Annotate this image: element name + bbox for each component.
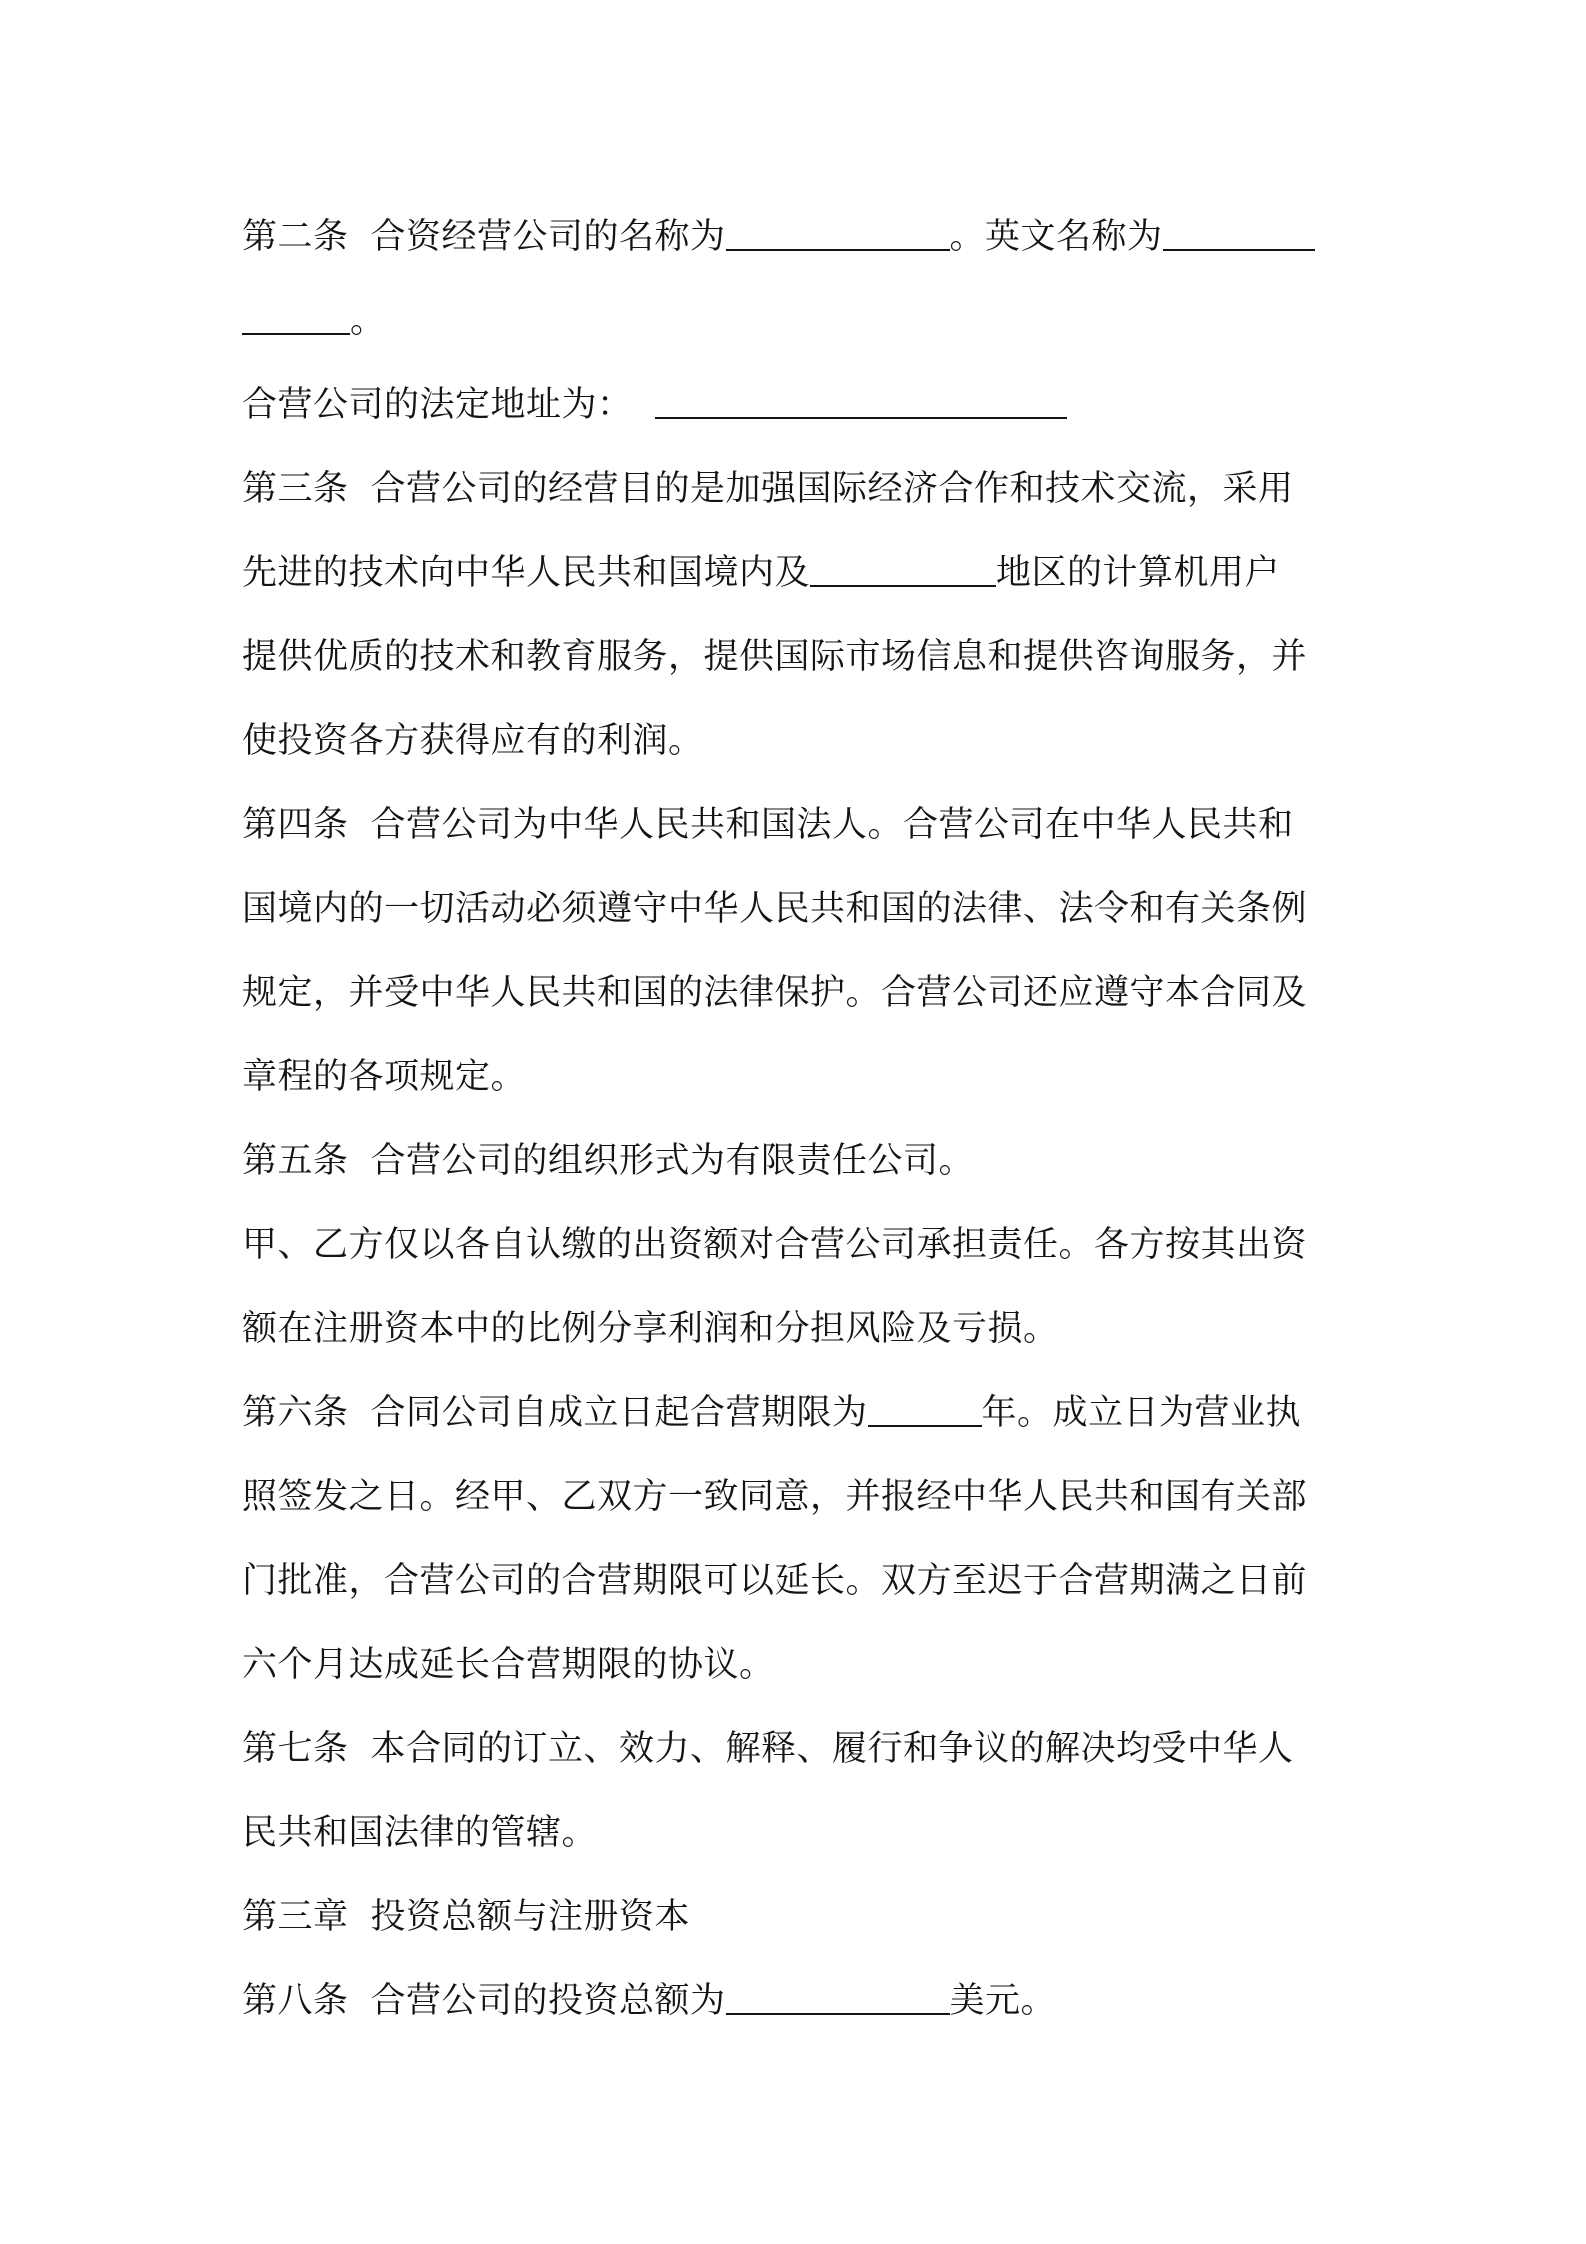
region-blank[interactable] xyxy=(810,541,996,587)
contract-content xyxy=(242,195,1362,2043)
article-6-line-1 xyxy=(242,1371,1362,1455)
article-8-line-1 xyxy=(242,1959,1362,2043)
article-3-text-before-region: 先进的技术向中华人民共和国境内及 xyxy=(242,553,811,593)
article-3-text-after-region: 地区的计算机用户 xyxy=(996,553,1281,593)
liability-line-2 xyxy=(242,1287,1362,1371)
article-7-line-1 xyxy=(242,1707,1362,1791)
article-2-line-2 xyxy=(242,279,1362,363)
article-4-number: 第四条 xyxy=(242,805,349,845)
legal-address-label: 合营公司的法定地址为： xyxy=(242,385,633,425)
article-2-period: 。 xyxy=(350,301,386,341)
article-6-number: 第六条 xyxy=(242,1393,349,1433)
liability-line-1 xyxy=(242,1203,1362,1287)
article-8-number: 第八条 xyxy=(242,1981,349,2021)
article-5-text: 合营公司的组织形式为有限责任公司。 xyxy=(370,1141,975,1181)
article-3-line-4 xyxy=(242,699,1362,783)
article-4-line-2 xyxy=(242,867,1362,951)
article-7-line-2 xyxy=(242,1791,1362,1875)
article-4-continued-text-1: 国境内的一切活动必须遵守中华人民共和国的法律、法令和有关条例 xyxy=(242,889,1308,929)
article-6-continued-text-1: 照签发之日。经甲、乙双方一致同意，并报经中华人民共和国有关部 xyxy=(242,1477,1308,1517)
article-4-line-4 xyxy=(242,1035,1362,1119)
article-2-number: 第二条 xyxy=(242,217,349,257)
chapter-3-title: 投资总额与注册资本 xyxy=(370,1897,691,1937)
article-2-company-name-label: 合资经营公司的名称为 xyxy=(370,217,726,257)
liability-text-2: 额在注册资本中的比例分享利润和分担风险及亏损。 xyxy=(242,1309,1059,1349)
article-8-currency: 美元。 xyxy=(949,1981,1057,2021)
article-6-line-4 xyxy=(242,1623,1362,1707)
article-3-line-1 xyxy=(242,447,1362,531)
total-investment-blank[interactable] xyxy=(726,1969,950,2015)
article-6-line-3 xyxy=(242,1539,1362,1623)
article-3-continued-text: 提供优质的技术和教育服务，提供国际市场信息和提供咨询服务，并 xyxy=(242,637,1308,677)
article-3-text: 合营公司的经营目的是加强国际经济合作和技术交流，采用 xyxy=(370,469,1294,509)
term-years-blank[interactable] xyxy=(868,1381,982,1427)
english-name-blank-continuation[interactable] xyxy=(242,289,350,335)
article-3-ending-text: 使投资各方获得应有的利润。 xyxy=(242,721,704,761)
article-2-line-1 xyxy=(242,195,1362,279)
liability-text-1: 甲、乙方仅以各自认缴的出资额对合营公司承担责任。各方按其出资 xyxy=(242,1225,1308,1265)
article-4-ending-text: 章程的各项规定。 xyxy=(242,1057,527,1097)
article-4-text: 合营公司为中华人民共和国法人。合营公司在中华人民共和 xyxy=(370,805,1294,845)
article-4-continued-text-2: 规定，并受中华人民共和国的法律保护。合营公司还应遵守本合同及 xyxy=(242,973,1308,1013)
company-name-blank[interactable] xyxy=(726,205,950,251)
article-6-text-after-years: 年。成立日为营业执 xyxy=(981,1393,1302,1433)
article-7-ending-text: 民共和国法律的管辖。 xyxy=(242,1813,598,1853)
article-7-number: 第七条 xyxy=(242,1729,349,1769)
legal-address-line xyxy=(242,363,1362,447)
article-6-term-label: 合同公司自成立日起合营期限为 xyxy=(370,1393,868,1433)
article-3-number: 第三条 xyxy=(242,469,349,509)
chapter-3-heading xyxy=(242,1875,1362,1959)
english-name-blank[interactable] xyxy=(1163,205,1315,251)
article-5-number: 第五条 xyxy=(242,1141,349,1181)
article-2-english-name-label: 。英文名称为 xyxy=(949,217,1163,257)
article-6-line-2 xyxy=(242,1455,1362,1539)
legal-address-blank[interactable] xyxy=(655,373,1067,419)
article-4-line-3 xyxy=(242,951,1362,1035)
article-6-continued-text-2: 门批准，合营公司的合营期限可以延长。双方至迟于合营期满之日前 xyxy=(242,1561,1308,1601)
article-6-ending-text: 六个月达成延长合营期限的协议。 xyxy=(242,1645,775,1685)
article-7-text: 本合同的订立、效力、解释、履行和争议的解决均受中华人 xyxy=(370,1729,1294,1769)
article-4-line-1 xyxy=(242,783,1362,867)
article-8-total-investment-label: 合营公司的投资总额为 xyxy=(370,1981,726,2021)
article-3-line-3 xyxy=(242,615,1362,699)
article-5-line-1 xyxy=(242,1119,1362,1203)
article-3-line-2 xyxy=(242,531,1362,615)
chapter-3-number: 第三章 xyxy=(242,1897,349,1937)
